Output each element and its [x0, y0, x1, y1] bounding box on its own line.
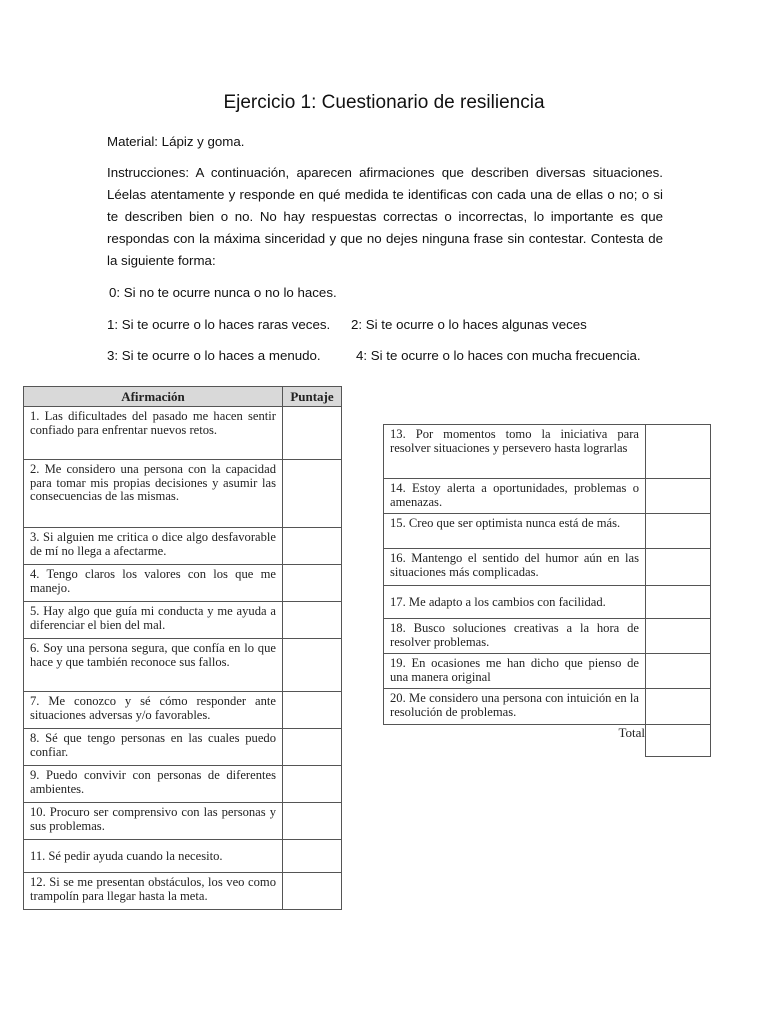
- table-row: [384, 479, 711, 514]
- score-cell-7[interactable]: [283, 692, 342, 729]
- total-score-cell[interactable]: [646, 725, 711, 757]
- material-text: Material: Lápiz y goma.: [107, 134, 245, 149]
- scale-1: 1: Si te ocurre o lo haces raras veces.: [107, 317, 331, 332]
- questionnaire-table-right: [383, 424, 711, 757]
- page-title: Ejercicio 1: Cuestionario de resiliencia: [223, 92, 545, 113]
- statement-3: 3. Si alguien me critica o dice algo desfavorable de mí no llega a afectarme.: [24, 528, 283, 565]
- scale-0: 0: Si no te ocurre nunca o no lo haces.: [109, 285, 337, 300]
- score-cell-4[interactable]: [283, 565, 342, 602]
- table-row: [384, 689, 711, 725]
- statement-2: 2. Me considero una persona con la capacidad para tomar mis propias decisiones y asumir las consecuencias de las mismas.: [24, 460, 283, 528]
- statement-16: 16. Mantengo el sentido del humor aún en las situaciones más complicadas.: [384, 549, 646, 586]
- total-label: Total: [618, 725, 645, 740]
- statement-8: 8. Sé que tengo personas en las cuales puedo confiar.: [24, 729, 283, 766]
- statement-1: 1. Las dificultades del pasado me hacen sentir confiado para enfrentar nuevos retos.: [24, 407, 283, 460]
- statement-11: 11. Sé pedir ayuda cuando la necesito.: [24, 840, 283, 873]
- statement-6: 6. Soy una persona segura, que confía en lo que hace y que también reconoce sus fallos.: [24, 639, 283, 692]
- table-row: [24, 407, 342, 460]
- score-cell-14[interactable]: [646, 479, 711, 514]
- scale-2: 2: Si te ocurre o lo haces algunas veces: [351, 317, 587, 332]
- table-row: [384, 586, 711, 619]
- statement-19: 19. En ocasiones me han dicho que pienso de una manera original: [384, 654, 646, 689]
- table-row: [24, 602, 342, 639]
- instructions-text: Instrucciones: A continuación, aparecen afirmaciones que describen diversas situaciones. Léelas atentamente y responde en qué medida te identificas con cada una de ellas o no; o si te describen bien o no. No hay respuestas correctas o incorrectas, lo importante es que respondas con la máxima sinceridad y que no dejes ninguna frase sin contestar. Contesta de la siguiente forma:: [107, 165, 663, 268]
- statement-5: 5. Hay algo que guía mi conducta y me ayuda a diferenciar el bien del mal.: [24, 602, 283, 639]
- scale-3: 3: Si te ocurre o lo haces a menudo.: [107, 348, 321, 363]
- statement-12: 12. Si se me presentan obstáculos, los veo como trampolín para llegar hasta la meta.: [24, 873, 283, 910]
- statement-18: 18. Busco soluciones creativas a la hora de resolver problemas.: [384, 619, 646, 654]
- table-row: [24, 803, 342, 840]
- header-score: Puntaje: [283, 387, 342, 407]
- table-row: [24, 729, 342, 766]
- table-row: [384, 514, 711, 549]
- score-cell-17[interactable]: [646, 586, 711, 619]
- table-row: [384, 654, 711, 689]
- table-row: [24, 766, 342, 803]
- statement-7: 7. Me conozco y sé cómo responder ante situaciones adversas y/o favorables.: [24, 692, 283, 729]
- table-row: [24, 528, 342, 565]
- score-cell-9[interactable]: [283, 766, 342, 803]
- table-row: [24, 873, 342, 910]
- score-cell-15[interactable]: [646, 514, 711, 549]
- table-row: [24, 460, 342, 528]
- score-cell-13[interactable]: [646, 425, 711, 479]
- statement-9: 9. Puedo convivir con personas de diferentes ambientes.: [24, 766, 283, 803]
- table-row: [24, 840, 342, 873]
- questionnaire-table-left: [23, 386, 342, 910]
- statement-15: 15. Creo que ser optimista nunca está de más.: [384, 514, 646, 549]
- table-row: [384, 619, 711, 654]
- score-cell-10[interactable]: [283, 803, 342, 840]
- statement-13: 13. Por momentos tomo la iniciativa para resolver situaciones y persevero hasta lograrlas: [384, 425, 646, 479]
- scale-4: 4: Si te ocurre o lo haces con mucha frecuencia.: [356, 348, 641, 363]
- score-cell-20[interactable]: [646, 689, 711, 725]
- table-row: [24, 639, 342, 692]
- score-cell-12[interactable]: [283, 873, 342, 910]
- score-cell-18[interactable]: [646, 619, 711, 654]
- score-cell-1[interactable]: [283, 407, 342, 460]
- table-row: [24, 565, 342, 602]
- score-cell-2[interactable]: [283, 460, 342, 528]
- statement-4: 4. Tengo claros los valores con los que me manejo.: [24, 565, 283, 602]
- score-cell-11[interactable]: [283, 840, 342, 873]
- header-statement: Afirmación: [24, 387, 283, 407]
- score-cell-16[interactable]: [646, 549, 711, 586]
- table-row: [384, 549, 711, 586]
- table-row: [24, 692, 342, 729]
- score-cell-6[interactable]: [283, 639, 342, 692]
- score-cell-3[interactable]: [283, 528, 342, 565]
- statement-14: 14. Estoy alerta a oportunidades, problemas o amenazas.: [384, 479, 646, 514]
- table-row: [384, 425, 711, 479]
- statement-17: 17. Me adapto a los cambios con facilidad.: [384, 586, 646, 619]
- score-cell-5[interactable]: [283, 602, 342, 639]
- score-cell-8[interactable]: [283, 729, 342, 766]
- total-row: [384, 725, 711, 757]
- score-cell-19[interactable]: [646, 654, 711, 689]
- statement-20: 20. Me considero una persona con intuición en la resolución de problemas.: [384, 689, 646, 725]
- statement-10: 10. Procuro ser comprensivo con las personas y sus problemas.: [24, 803, 283, 840]
